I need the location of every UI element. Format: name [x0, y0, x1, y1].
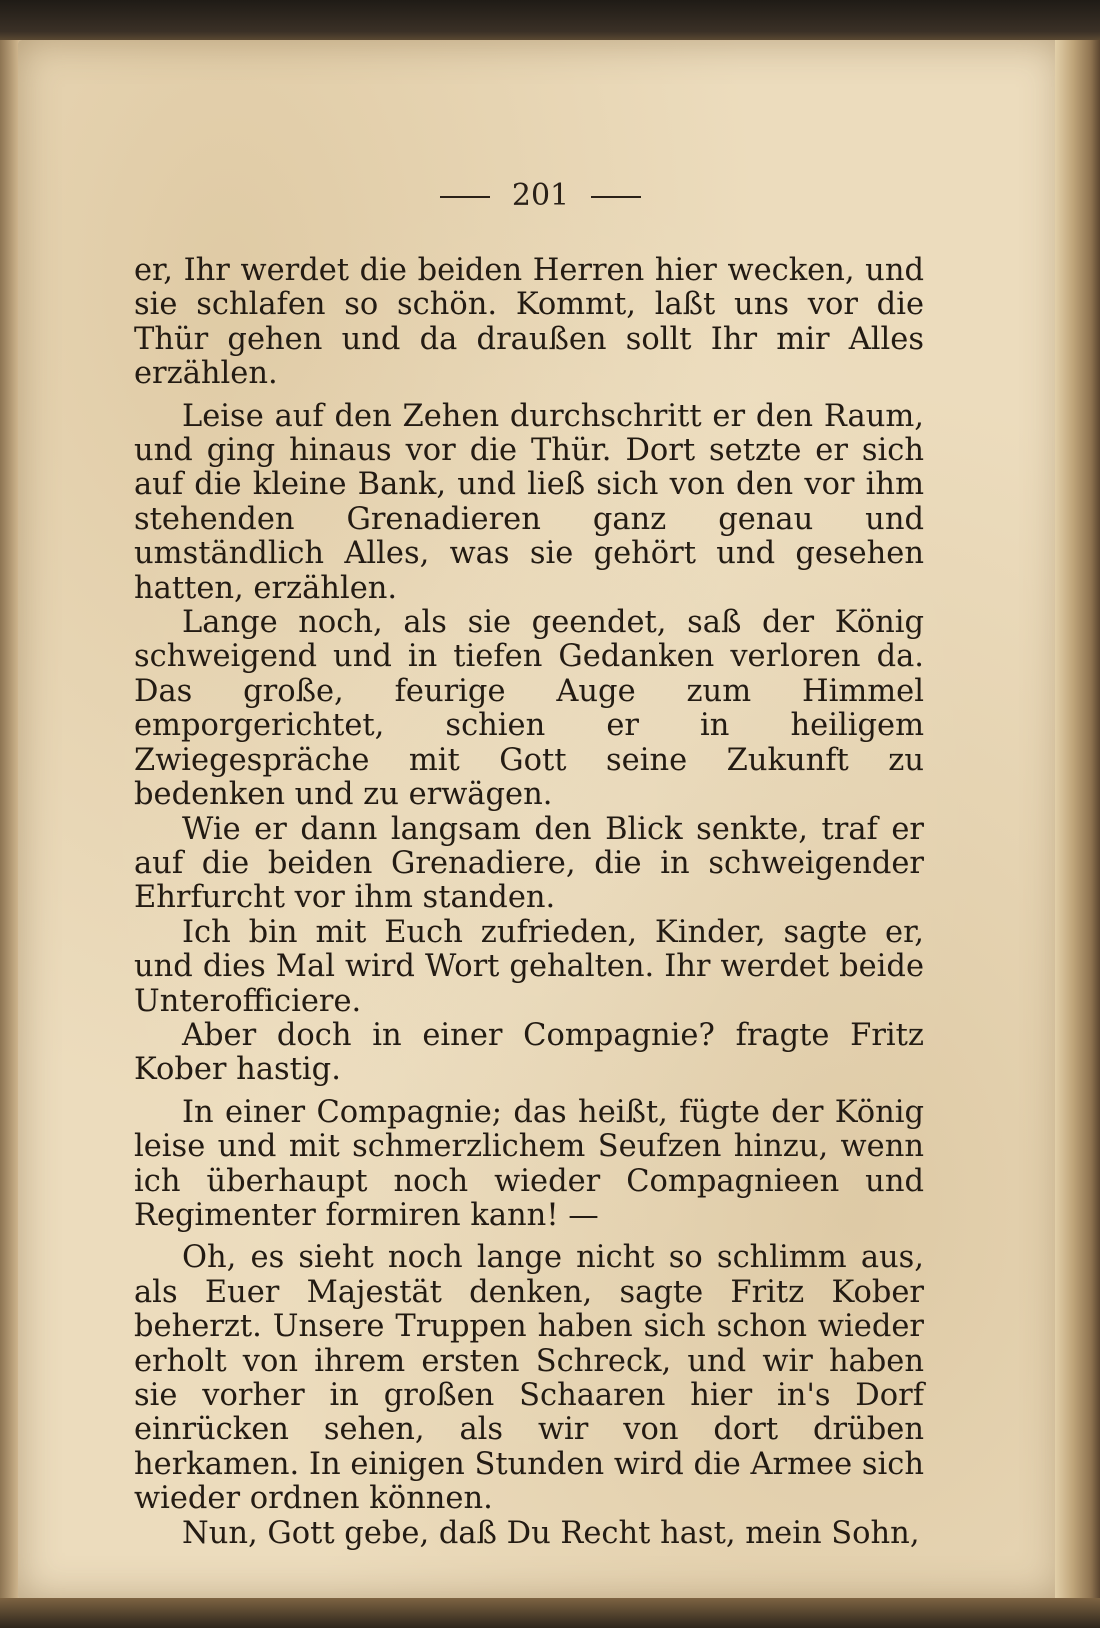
book-page	[18, 40, 1063, 1600]
book-top-edge	[0, 0, 1100, 45]
header-dash-left	[440, 196, 490, 198]
paragraph: Oh, es sieht noch lange nicht so schlimm aus, als Euer Majestät denken, sagte Fritz Kober beherzt. Unsere Truppen haben sich schon wieder erholt von ihrem ersten Schreck, und wir haben sie vorher in großen Schaaren hier in's Dorf einrücken sehen, als wir von dort drüben herkamen. In einigen Stunden wird die Armee sich wieder ordnen können.	[134, 1240, 924, 1517]
page-header	[18, 178, 1063, 213]
book-right-edge	[1055, 40, 1100, 1600]
paragraph: Nun, Gott gebe, daß Du Recht hast, mein Sohn,	[182, 1515, 920, 1551]
book-bottom-edge	[0, 1598, 1100, 1628]
paragraph: Aber doch in einer Compagnie? fragte Fritz Kober hastig.	[134, 1017, 924, 1088]
paragraph: Ich bin mit Euch zufrieden, Kinder, sagte er, und dies Mal wird Wort gehalten. Ihr werdet beide Unterofficiere.	[134, 914, 924, 1019]
paragraph: Leise auf den Zehen durchschritt er den Raum, und ging hinaus vor die Thür. Dort setzte er sich auf die kleine Bank, und ließ sich von den vor ihm stehenden Grenadieren ganz genau und umständlich Alles, was sie gehört und gesehen hatten, erzählen.	[134, 398, 924, 606]
paragraph: Lange noch, als sie geendet, saß der König schweigend und in tiefen Gedanken verloren da. Das große, feurige Auge zum Himmel emporgerichtet, schien er in heiligem Zwiegespräche mit Gott seine Zukunft zu bedenken und zu erwägen.	[134, 605, 924, 813]
paragraph: In einer Compagnie; das heißt, fügte der König leise und mit schmerzlichem Seufzen hinzu, wenn ich überhaupt noch wieder Compagnieen und Regimenter formiren kann! —	[134, 1094, 924, 1233]
paragraph: Wie er dann langsam den Blick senkte, traf er auf die beiden Grenadiere, die in schweigender Ehrfurcht vor ihm standen.	[134, 811, 924, 916]
page-number: 201	[511, 178, 570, 213]
paragraph: er, Ihr werdet die beiden Herren hier wecken, und sie schlafen so schön. Kommt, laßt uns vor die Thür gehen und da draußen sollt Ihr mir Alles erzählen.	[134, 253, 924, 392]
header-dash-right	[591, 196, 641, 198]
body-text	[134, 254, 924, 1551]
